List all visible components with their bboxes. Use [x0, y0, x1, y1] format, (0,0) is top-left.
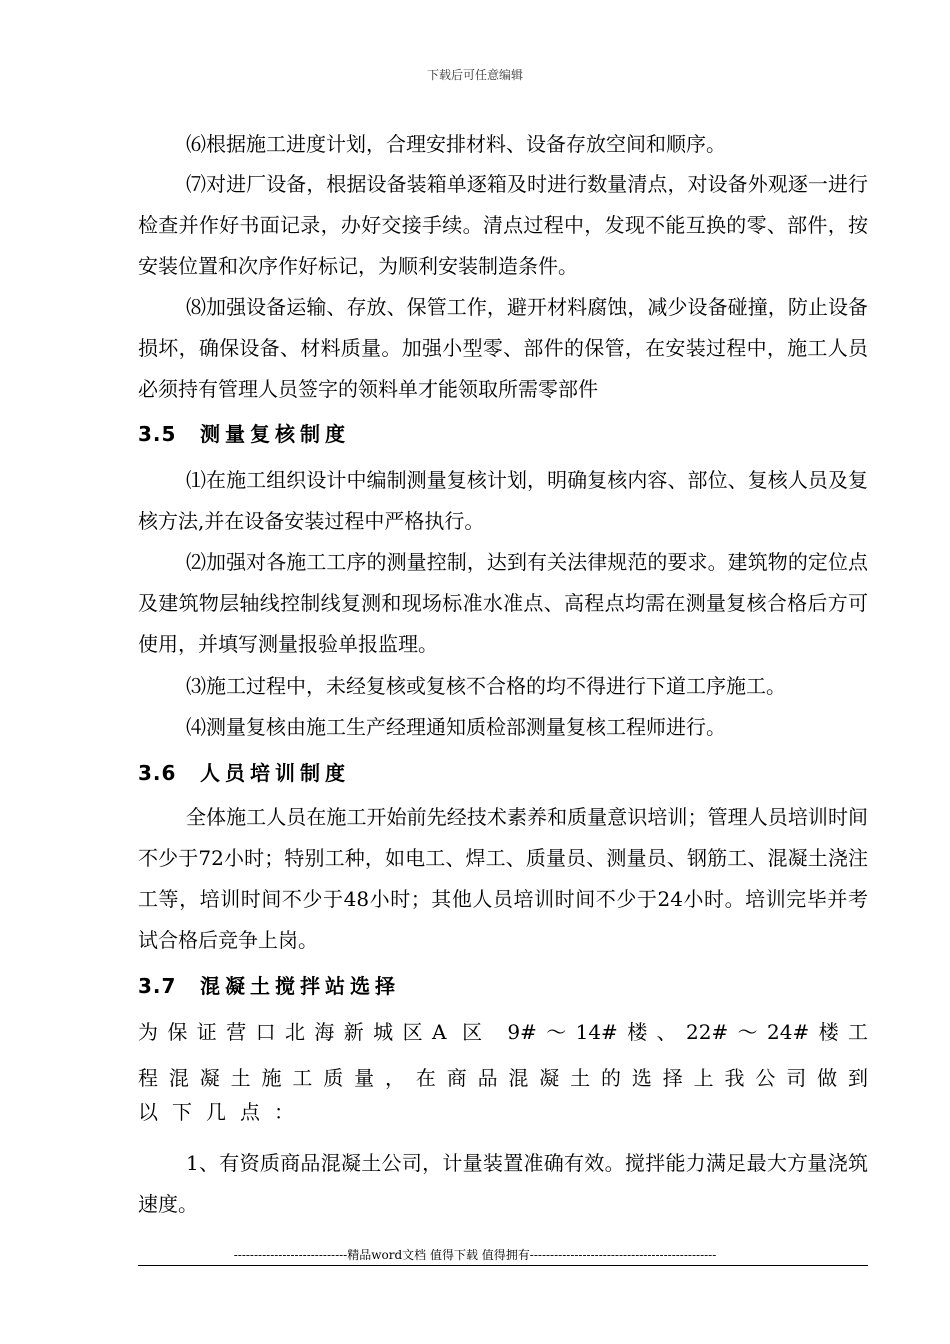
section-3-5-heading: [138, 418, 868, 447]
section-3-5-item-2: ⑵加强对各施工工序的测量控制，达到有关法律规范的要求。建筑物的定位点及建筑物层轴线控制线复测和现场标准水准点、高程点均需在测量复核合格后方可使用，并填写测量报验单报监理。: [138, 550, 868, 656]
section-3-5-item-4: ⑷测量复核由施工生产经理通知质检部测量复核工程师进行。: [186, 715, 726, 739]
page-footer: ----------------------------精品word文档 值得下载 值得拥有----------------------------------------------: [233, 1248, 717, 1262]
page-header: 下载后可任意编辑: [426, 68, 523, 82]
section-3-6-body: 全体施工人员在施工开始前先经技术素养和质量意识培训；管理人员培训时间不少于72小时；特别工种，如电工、焊工、质量员、测量员、钢筋工、混凝土浇注工等，培训时间不少于48小时；其他人员培训时间不少于24小时。培训完毕并考试合格后竞争上岗。: [138, 805, 868, 952]
section-3-7-intro-line-1: 为保证营口北海新城区A 区 9#～14#楼、22#～24#楼工: [138, 1020, 868, 1044]
section-number: 3.7: [138, 974, 177, 998]
section-3-5-item-1: ⑴在施工组织设计中编制测量复核计划，明确复核内容、部位、复核人员及复核方法,并在设备安装过程中严格执行。: [138, 468, 868, 533]
paragraph-7: ⑺对进厂设备，根据设备装箱单逐箱及时进行数量清点，对设备外观逐一进行检查并作好书面记录，办好交接手续。清点过程中，发现不能互换的零、部件，按安装位置和次序作好标记，为顺利安装制造条件。: [138, 172, 868, 278]
section-number: 3.6: [138, 761, 177, 785]
section-3-7-intro-line-2: 程混凝土施工质量，在商品混凝土的选择上我公司做到: [138, 1066, 868, 1090]
section-3-5-item-3: ⑶施工过程中，未经复核或复核不合格的均不得进行下道工序施工。: [186, 674, 786, 698]
paragraph-6: ⑹根据施工进度计划，合理安排材料、设备存放空间和顺序。: [186, 132, 726, 156]
section-number: 3.5: [138, 422, 177, 446]
section-title: 测量复核制度: [200, 422, 350, 446]
section-3-7-heading: [138, 970, 868, 999]
footer-divider: [138, 1265, 868, 1266]
section-3-6-heading: [138, 757, 868, 786]
section-title: 混凝土搅拌站选择: [200, 974, 400, 998]
section-3-7-item-1: 1、有资质商品混凝土公司，计量装置准确有效。搅拌能力满足最大方量浇筑速度。: [138, 1151, 868, 1216]
paragraph-8: ⑻加强设备运输、存放、保管工作，避开材料腐蚀，减少设备碰撞，防止设备损坏，确保设备、材料质量。加强小型零、部件的保管，在安装过程中，施工人员必须持有管理人员签字的领料单才能领取所需零部件: [138, 295, 868, 401]
section-title: 人员培训制度: [200, 761, 350, 785]
section-3-7-intro-line-3: 以下几点：: [138, 1100, 308, 1124]
